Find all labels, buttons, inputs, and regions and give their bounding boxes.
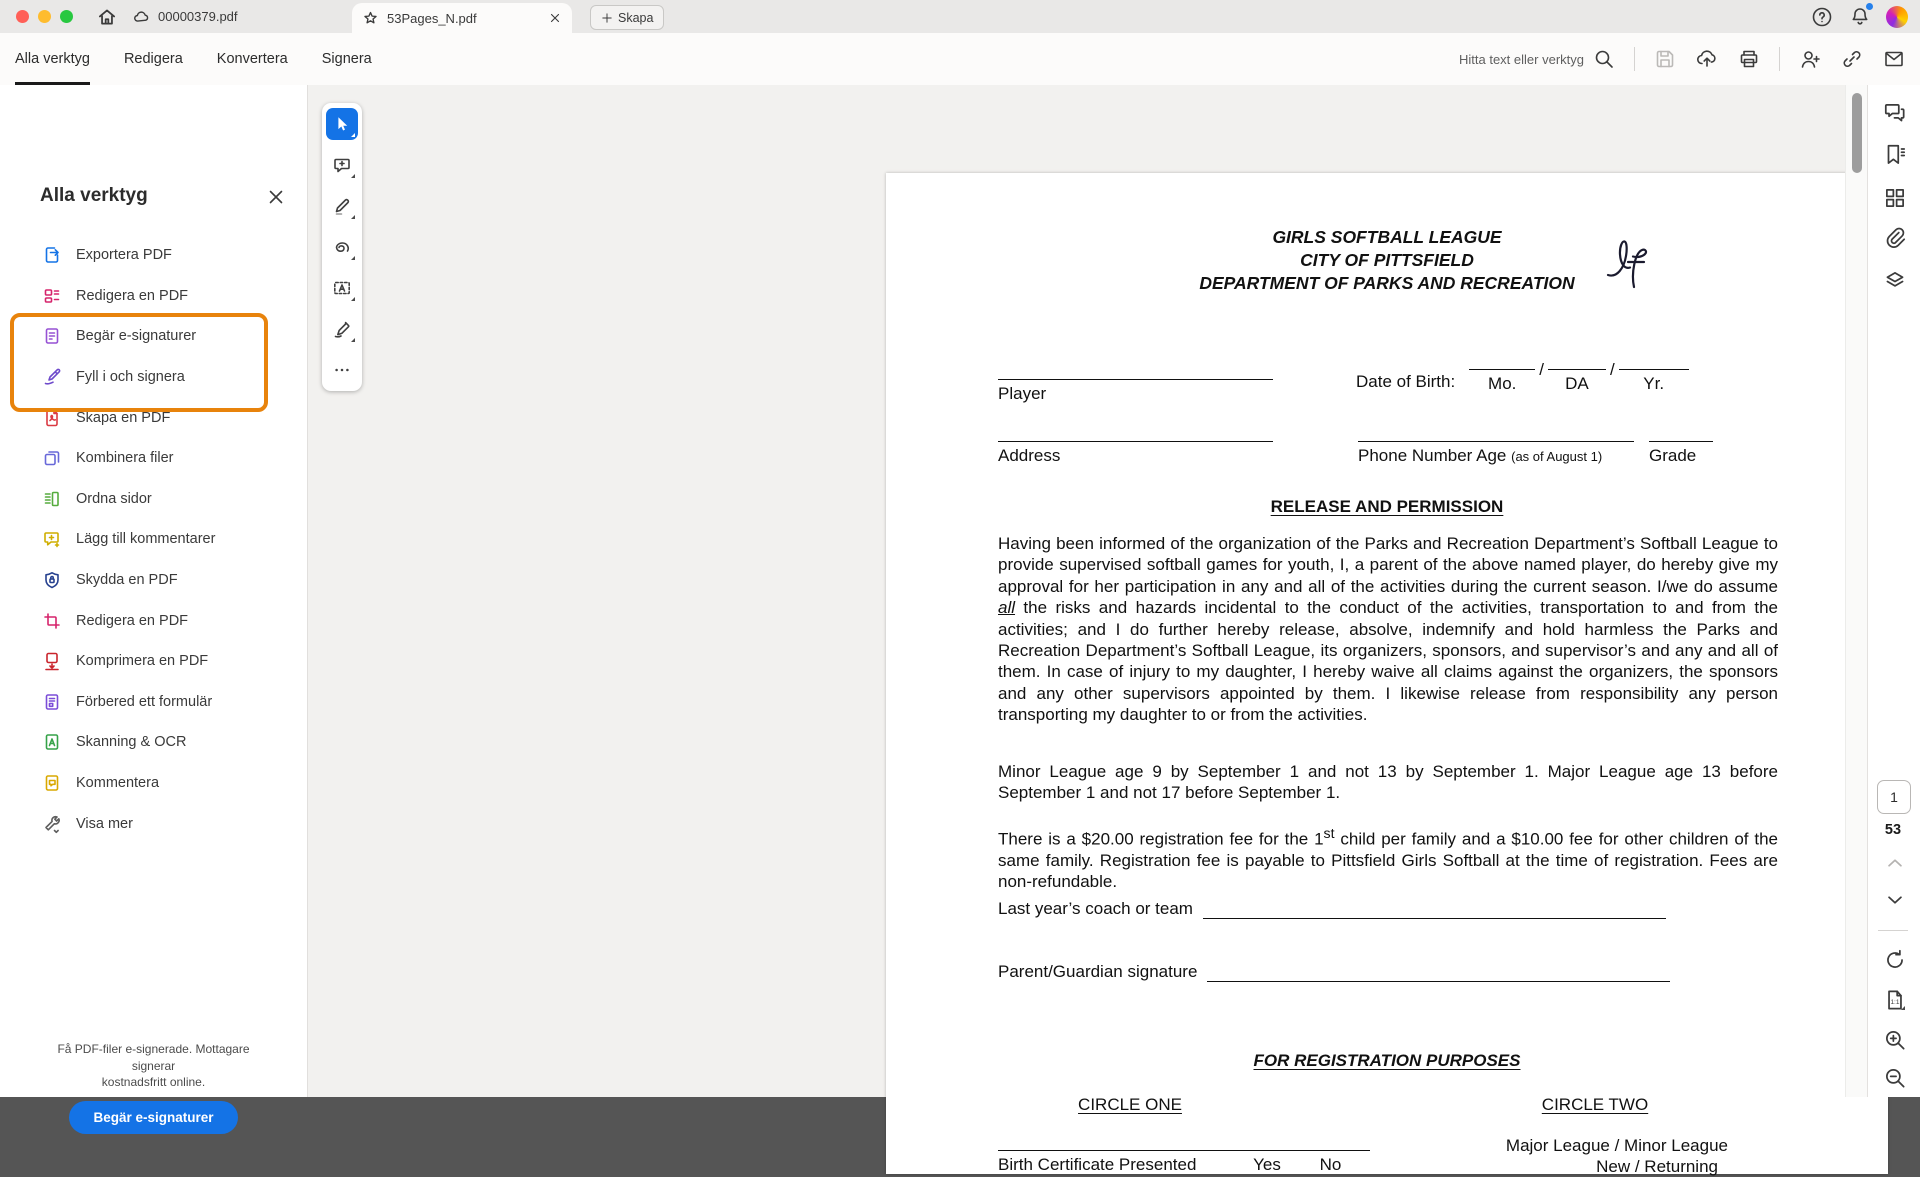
sidebar-item-redigera-en-pdf[interactable]	[0, 276, 308, 317]
sidebar-item-kommentera[interactable]	[0, 763, 308, 804]
circle-two-heading: CIRCLE TWO	[1541, 1095, 1649, 1114]
sidebar-item-label: Kombinera filer	[76, 450, 174, 467]
minimize-window-button[interactable]	[38, 10, 51, 23]
all-tools-sidebar	[0, 85, 308, 1125]
tab-document-active[interactable]	[352, 3, 572, 33]
create-tab-button[interactable]	[590, 5, 664, 30]
dob-label: Date of Birth:	[1356, 372, 1456, 391]
address-field	[998, 441, 1273, 466]
sidebar-item-label: Förbered ett formulär	[76, 693, 213, 710]
add-user-button[interactable]	[1798, 47, 1822, 71]
title-bar	[0, 0, 1920, 34]
birth-certificate-field	[998, 1150, 1370, 1175]
attachments-panel-icon[interactable]	[1882, 225, 1908, 251]
fill-and-sign-icon	[42, 367, 62, 387]
grade-label: Grade	[1649, 446, 1697, 465]
add-comments-icon	[42, 529, 62, 549]
prepare-form-icon	[42, 692, 62, 712]
menu-konvertera[interactable]: Konvertera	[216, 51, 288, 67]
sidebar-item-visa-mer[interactable]	[0, 803, 308, 844]
footer-line: Få PDF-filer e-signerade. Mottagare	[57, 1042, 250, 1056]
ellipsis-icon	[333, 361, 351, 379]
toolbar-divider	[1634, 47, 1635, 71]
page-thumbnails-icon[interactable]	[1882, 185, 1908, 211]
sidebar-item-forbered-ett-formular[interactable]	[0, 682, 308, 723]
sidebar-item-label: Kommentera	[76, 775, 160, 792]
sidebar-close-icon[interactable]	[266, 187, 286, 207]
previous-page-icon[interactable]	[1882, 850, 1908, 876]
link-button[interactable]	[1840, 47, 1864, 71]
svg-text:1:1: 1:1	[1890, 998, 1900, 1006]
pdf-page	[886, 173, 1888, 1174]
request-esignatures-button[interactable]: Begär e-signaturer	[69, 1101, 237, 1134]
sidebar-title: Alla verktyg	[40, 185, 148, 206]
sidebar-item-exportera-pdf[interactable]	[0, 235, 308, 276]
close-tab-icon[interactable]	[548, 11, 562, 25]
cloud-icon	[132, 8, 150, 26]
release-paragraph: Having been informed of the organization of the Parks and Recreation Department’s Softball League to provide supervised softball games for youth, I, a parent of the above named player, do hereby give my approval for her participation in any and all of the activities during the current season. I/we do assume all the risks and hazards incidental to the conduct of the activities, transportation to and from the activities; and I do further hereby release, absolve, indemnify and hold harmless the Parks and Recreation Department’s Softball League, its organizers, sponsors, and supervisor’s and any and all of them. In case of injury to my daughter, I hereby waive all claims against the organizers, the sponsors and any other supervisors appointed by them. I likewise release from responsibility any person transporting my daughter to or from the activities.	[998, 534, 1778, 725]
vertical-scrollbar[interactable]	[1845, 85, 1868, 1097]
sidebar-item-label: Ordna sidor	[76, 490, 152, 507]
date-of-birth-field: Date of Birth: Mo. / DA / Yr.	[1356, 369, 1689, 394]
menu-signera[interactable]: Signera	[321, 51, 372, 67]
print-button[interactable]	[1737, 47, 1761, 71]
compress-pdf-icon	[42, 651, 62, 671]
select-tool-button[interactable]	[326, 108, 358, 140]
league-choice: Major League / Minor League	[1505, 1136, 1728, 1155]
sidebar-item-ordna-sidor[interactable]	[0, 479, 308, 520]
sidebar-item-label: Exportera PDF	[76, 247, 172, 264]
footer-line: signerar	[131, 1058, 176, 1073]
sidebar-item-label: Redigera en PDF	[76, 287, 189, 304]
quick-tools-toolbar	[322, 103, 362, 391]
share-upload-button[interactable]	[1695, 47, 1719, 71]
menu-alla-verktyg[interactable]: Alla verktyg	[15, 33, 90, 85]
page-total: 53	[1884, 822, 1902, 838]
email-button[interactable]	[1882, 47, 1906, 71]
notification-badge	[1866, 3, 1873, 10]
sidebar-item-label: Begär e-signaturer	[76, 328, 197, 345]
next-page-icon[interactable]	[1882, 887, 1908, 913]
coach-line	[1203, 918, 1666, 919]
page-number-input[interactable]: 1	[1877, 780, 1911, 814]
protect-pdf-icon	[42, 570, 62, 590]
sidebar-item-redigera-en-pdf-2[interactable]	[0, 600, 308, 641]
layers-panel-icon[interactable]	[1882, 268, 1908, 294]
release-heading: RELEASE AND PERMISSION	[1270, 497, 1504, 516]
sidebar-item-fyll-i-och-signera[interactable]	[0, 357, 308, 398]
coach-label: Last year’s coach or team	[998, 899, 1193, 918]
sign-tool-button[interactable]	[326, 313, 358, 345]
footer-line: kostnadsfritt online.	[101, 1075, 206, 1089]
sidebar-item-label: Redigera en PDF	[76, 612, 189, 629]
tab-label-active: 53Pages_N.pdf	[387, 10, 477, 26]
more-tools-wrench-icon	[42, 814, 62, 834]
bookmarks-panel-icon[interactable]	[1882, 142, 1908, 168]
create-pdf-icon	[42, 408, 62, 428]
comment-add-icon	[332, 155, 352, 175]
signature-pen-icon	[332, 319, 352, 339]
player-field	[998, 379, 1273, 404]
address-label: Address	[998, 446, 1061, 465]
zoom-out-icon[interactable]	[1882, 1065, 1908, 1091]
create-tab-label: Skapa	[618, 10, 654, 25]
help-icon[interactable]	[1810, 5, 1834, 29]
notifications-icon[interactable]	[1848, 5, 1872, 29]
sidebar-item-skydda-en-pdf[interactable]	[0, 560, 308, 601]
zoom-in-icon[interactable]	[1882, 1027, 1908, 1053]
pencil-icon	[332, 196, 352, 216]
rotate-refresh-icon[interactable]	[1882, 947, 1908, 973]
add-comment-tool-button[interactable]	[326, 149, 358, 181]
combine-files-icon	[42, 448, 62, 468]
age-label: Age	[1476, 446, 1507, 465]
phone-label: Phone Number	[1358, 446, 1473, 465]
sidebar-item-lagg-till-kommentarer[interactable]	[0, 519, 308, 560]
age-note: (as of August 1)	[1511, 449, 1603, 464]
account-avatar[interactable]	[1886, 6, 1908, 28]
guardian-signature-field	[998, 962, 1670, 982]
no-option: No	[1319, 1155, 1342, 1174]
save-button[interactable]	[1653, 47, 1677, 71]
rail-divider	[1878, 930, 1908, 931]
sidebar-item-label: Skapa en PDF	[76, 409, 171, 426]
grade-field	[1649, 441, 1713, 466]
edit-pdf-icon	[42, 286, 62, 306]
coach-field	[998, 899, 1666, 919]
sidebar-item-begar-e-signaturer[interactable]	[0, 316, 308, 357]
more-tools-button[interactable]	[326, 354, 358, 386]
sidebar-tool-list	[0, 235, 308, 844]
window-controls	[16, 10, 73, 23]
zoom-window-button[interactable]	[60, 10, 73, 23]
right-panel-rail	[1867, 85, 1920, 1097]
sidebar-item-label: Lägg till kommentarer	[76, 531, 216, 548]
menu-redigera[interactable]: Redigera	[123, 51, 183, 67]
search-button[interactable]	[1459, 47, 1616, 71]
search-icon	[1592, 47, 1616, 71]
yes-option: Yes	[1253, 1155, 1281, 1174]
organize-pages-icon	[42, 489, 62, 509]
home-icon[interactable]	[96, 6, 118, 28]
sidebar-item-label: Fyll i och signera	[76, 369, 185, 386]
draw-tool-button[interactable]	[326, 190, 358, 222]
crop-pdf-icon	[42, 611, 62, 631]
sidebar-item-kombinera-filer[interactable]	[0, 438, 308, 479]
toolbar-divider	[1779, 47, 1780, 71]
export-pdf-icon	[42, 245, 62, 265]
sidebar-item-label: Visa mer	[76, 815, 133, 832]
phone-age-field	[1358, 441, 1634, 466]
plus-icon	[601, 12, 613, 24]
player-label: Player	[998, 384, 1047, 403]
document-viewer	[308, 85, 1845, 1176]
text-select-tool-button[interactable]	[326, 272, 358, 304]
circle-one-heading: CIRCLE ONE	[1078, 1095, 1182, 1114]
sidebar-item-label: Komprimera en PDF	[76, 653, 209, 670]
sidebar-item-skanning-ocr[interactable]	[0, 722, 308, 763]
tab-document-1[interactable]	[132, 0, 238, 33]
tab-label: 00000379.pdf	[158, 9, 238, 24]
league-choice-block	[1446, 1135, 1728, 1177]
signature-line	[1207, 981, 1670, 982]
document-title: GIRLS SOFTBALL LEAGUE CITY OF PITTSFIELD DEPARTMENT OF PARKS AND RECREATION	[1199, 227, 1575, 293]
sidebar-item-label: Skydda en PDF	[76, 572, 178, 589]
cursor-icon	[333, 115, 351, 133]
lasso-icon	[332, 237, 352, 257]
sidebar-item-skapa-en-pdf[interactable]	[0, 397, 308, 438]
league-age-paragraph: Minor League age 9 by September 1 and not 13 by September 1. Major League age 13 before September 1 and not 17 before September 1.	[998, 762, 1778, 803]
signature-label: Parent/Guardian signature	[998, 962, 1198, 981]
comment-icon	[42, 773, 62, 793]
request-esignatures-icon	[42, 326, 62, 346]
close-window-button[interactable]	[16, 10, 29, 23]
star-icon	[362, 10, 379, 27]
scrollbar-thumb[interactable]	[1852, 93, 1862, 173]
search-label: Hitta text eller verktyg	[1459, 51, 1584, 67]
handwritten-initials	[1600, 235, 1666, 293]
lasso-tool-button[interactable]	[326, 231, 358, 263]
status-choice: New / Returning	[1596, 1157, 1718, 1176]
app-toolbar	[0, 33, 1920, 86]
sidebar-item-label: Skanning & OCR	[76, 734, 187, 751]
registration-heading: FOR REGISTRATION PURPOSES	[1253, 1051, 1521, 1070]
comments-panel-icon[interactable]	[1882, 100, 1908, 126]
text-select-icon	[332, 278, 352, 298]
birth-cert-label: Birth Certificate Presented	[998, 1155, 1197, 1174]
zoom-fit-icon[interactable]	[1882, 987, 1908, 1013]
scan-ocr-icon	[42, 732, 62, 752]
sidebar-item-komprimera-en-pdf[interactable]	[0, 641, 308, 682]
fee-paragraph: There is a $20.00 registration fee for the 1st child per family and a $10.00 fee for other children of the same family. Registration fee is payable to Pittsfield Girls Softball at the time of registration. Fees are non-refundable.	[998, 826, 1778, 892]
sidebar-footer	[0, 1041, 307, 1134]
